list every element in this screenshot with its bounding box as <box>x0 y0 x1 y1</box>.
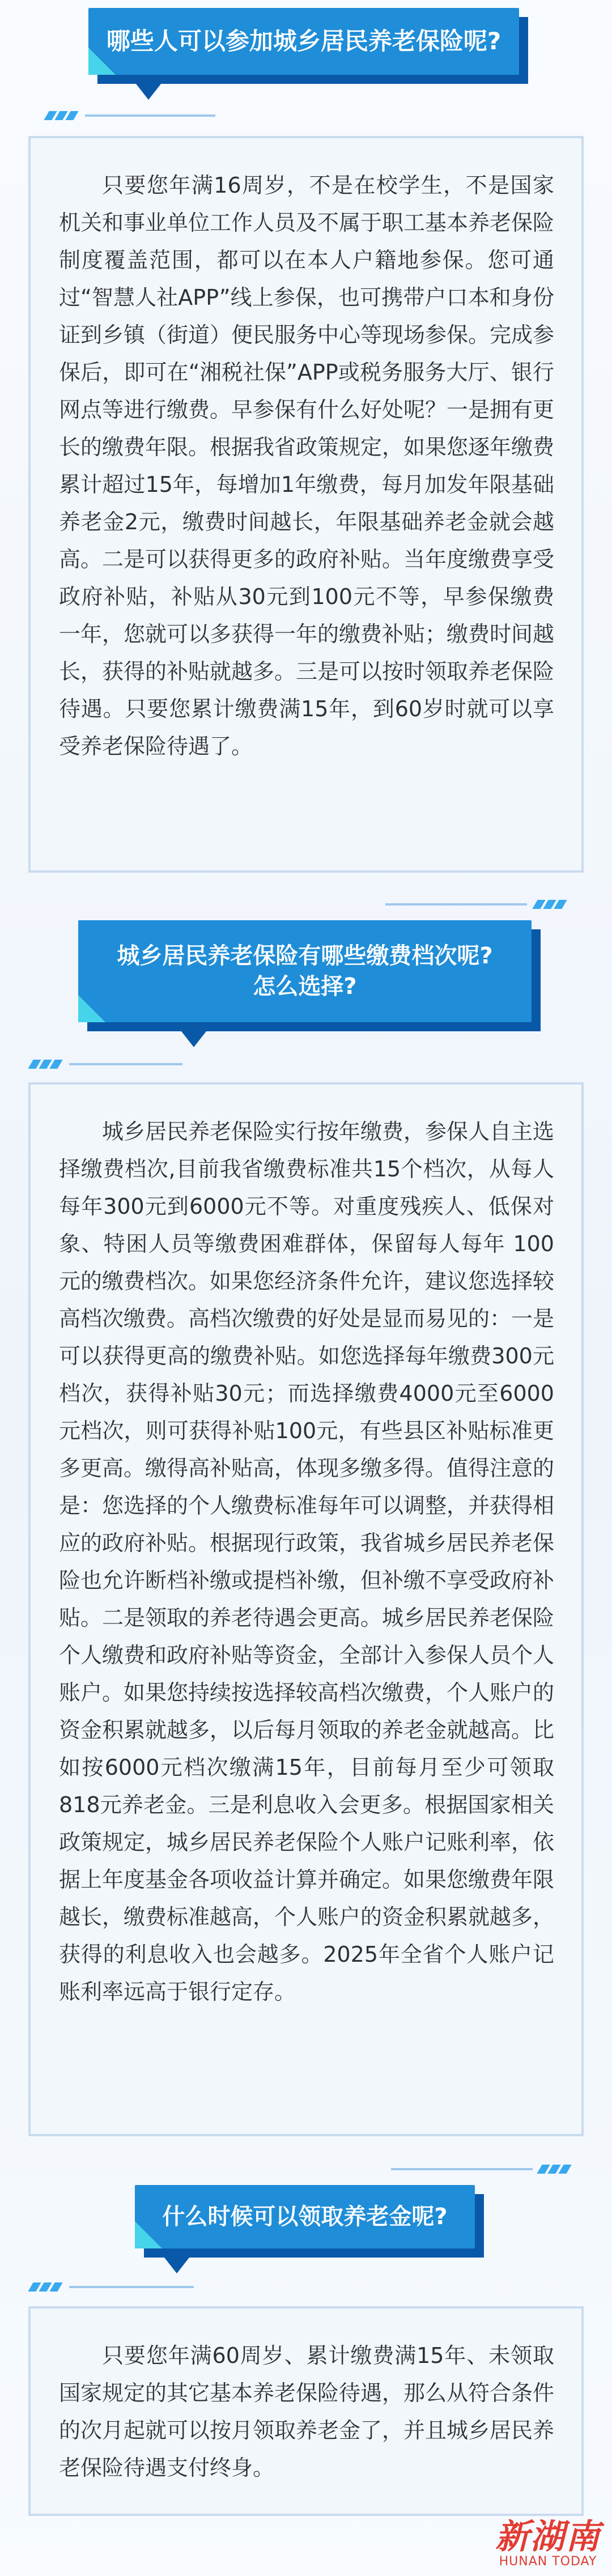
section-body-1-text: 只要您年满16周岁，不是在校学生，不是国家机关和事业单位工作人员及不属于职工基本养老保险制度覆盖范围，都可以在本人户籍地参保。您可通过“智慧人社APP”线上参保，也可携带户口本和身份证到乡镇（街道）便民服务中心等现场参保。完成参保后，即可在“湘税社保”APP或税务服务大厅、银行网点等进行缴费。早参保有什么好处呢？一是拥有更长的缴费年限。根据我省政策规定，如果您逐年缴费累计超过15年，每增加1年缴费，每月加发年限基础养老金2元，缴费时间越长，年限基础养老金就会越高。二是可以获得更多的政府补贴。当年度缴费享受政府补贴，补贴从30元到100元不等，早参保缴费一年，您就可以多获得一年的缴费补贴；缴费时间越长，获得的补贴就越多。三是可以按时领取养老保险待遇。只要您累计缴费满15年，到60岁时就可以享受养老保险待遇了。 <box>59 173 555 759</box>
section-title-3-text: 什么时候可以领取养老金呢? <box>162 2204 448 2230</box>
banner-tail <box>164 2258 189 2273</box>
section-body-2-text: 城乡居民养老保险实行按年缴费，参保人自主选择缴费档次,目前我省缴费标准共15个档次，从每人每年300元到6000元不等。对重度残疾人、低保对象、特困人员等缴费困难群体，保留每人每年 100元的缴费档次。如果您经济条件允许，建议您选择较高档次缴费。高档次缴费的好处是显而易见的：一是可以获得更高的缴费补贴。如您选择每年缴费300元档次，获得补贴30元；而选择缴费4000元至6000元档次，则可获得补贴100元，有些县区补贴标准更多更高。缴得高补贴高，体现多缴多得。值得注意的是：您选择的个人缴费标准每年可以调整，并获得相应的政府补贴。根据现行政策，我省城乡居民养老保险也允许断档补缴或提档补缴，但补缴不享受政府补贴。二是领取的养老待遇会更高。城乡居民养老保险个人缴费和政府补贴等资金，全部计入参保人员个人账户。如果您持续按选择较高档次缴费，个人账户的资金积累就越多，以后每月领取的养老金就越高。比如按6000元档次缴满15年，目前每月至少可领取818元养老金。三是利息收入会更多。根据国家相关政策规定，城乡居民养老保险个人账户记账利率，依据上年度基金各项收益计算并确定。如果您缴费年限越长，缴费标准越高，个人账户的资金积累就越多，获得的利息收入也会越多。2025年全省个人账户记账利率远高于银行定存。 <box>59 1119 555 2004</box>
banner-corner-accent <box>88 48 116 75</box>
decor-stripes <box>46 111 76 120</box>
section-body-1 <box>28 136 584 873</box>
section-title-1-text: 哪些人可以参加城乡居民养老保险呢? <box>106 27 502 55</box>
decor-line <box>391 2168 533 2170</box>
hunan-today-logo <box>495 2518 601 2568</box>
logo-main-text: 新湖南 <box>495 2517 601 2557</box>
section-title-3 <box>135 2185 475 2248</box>
decor-line <box>69 1063 182 1065</box>
decor-line <box>385 903 527 906</box>
decor-stripes <box>535 900 564 909</box>
banner-corner-accent <box>135 2221 162 2248</box>
banner-tail <box>136 84 161 100</box>
decor-line <box>69 2286 194 2288</box>
decor-stripes <box>31 1060 60 1069</box>
decor-stripes <box>539 2165 569 2174</box>
banner-corner-accent <box>78 995 105 1022</box>
banner-tail <box>181 1031 206 1047</box>
section-title-1 <box>88 8 519 75</box>
section-title-2-line2: 怎么选择? <box>253 974 357 1000</box>
section-body-2 <box>28 1082 584 2136</box>
section-body-3 <box>28 2306 584 2516</box>
section-body-3-text: 只要您年满60周岁、累计缴费满15年、未领取国家规定的其它基本养老保险待遇，那么从符合条件的次月起就可以按月领取养老金了，并且城乡居民养老保险待遇支付终身。 <box>59 2343 555 2480</box>
section-title-2-line1: 城乡居民养老保险有哪些缴费档次呢? <box>117 943 493 969</box>
decor-stripes <box>31 2282 60 2292</box>
decor-line <box>85 114 215 117</box>
section-title-2 <box>78 920 532 1022</box>
logo-sub-text: HUNAN TODAY <box>499 2554 597 2569</box>
